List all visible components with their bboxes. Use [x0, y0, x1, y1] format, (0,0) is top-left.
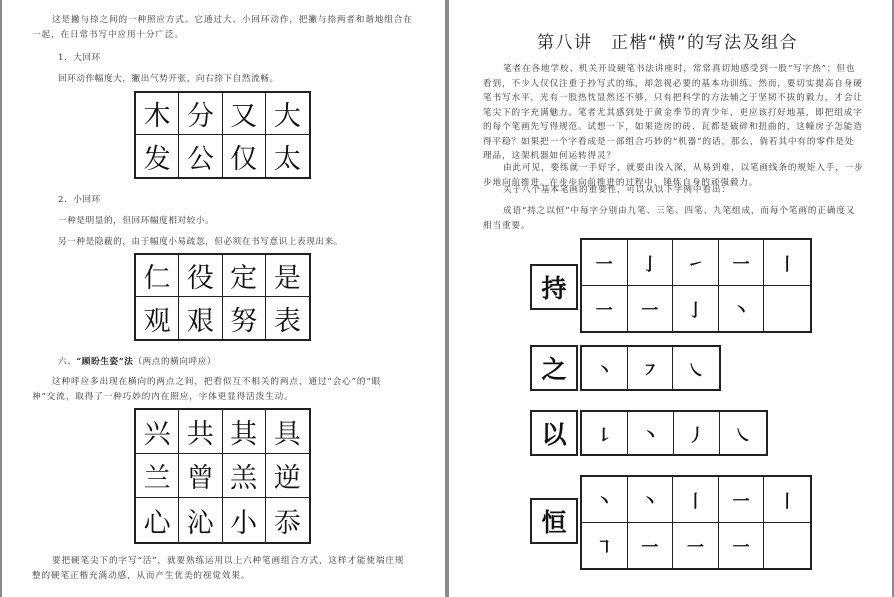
stroke-cell: ㇏ [687, 360, 705, 381]
char-cell: 羔 [223, 454, 266, 498]
paragraph-line: 笔书写水平，光有一股热忱显然还不够，只有把科学的方法辅之于坚韧不拔的毅力，才会让 [483, 93, 863, 103]
stroke-cell: 丨 [764, 240, 810, 286]
closing-line-2: 整的硬笔正楷充满动感，从而产生优美的视觉效果。 [32, 570, 251, 581]
stroke-cell: 一 [719, 240, 765, 286]
char-cell: 兰 [136, 454, 179, 498]
section-6-heading [58, 355, 216, 367]
stroke-cell: 一 [673, 523, 719, 569]
char-cell: 其 [223, 410, 266, 454]
section-2-heading: 2．小回环 [58, 195, 101, 205]
char-cell: 是 [266, 255, 309, 297]
char-heng-stroke-grid [580, 475, 812, 570]
paragraph-line: 由此可见，要练就一手好字，就要由浅入深，从易到难，以笔画线条的规矩入手，一步 [503, 163, 864, 173]
left-page [2, 0, 445, 597]
char-zhi-box: 之 [530, 345, 578, 391]
closing-line-1: 要把硬笔尖下的字写“活”，就要熟练运用以上六种笔画组合方式，这样才能使端庄规 [52, 556, 405, 566]
paragraph-line: 成语“持之以恒”中每字分别由九笔、三笔、四笔、九笔组成，而每个笔画的正确度又 [503, 206, 856, 216]
stroke-cell: 一 [582, 240, 628, 286]
section-6-suffix: （两点的横向呼应） [133, 357, 217, 367]
char-cell: 努 [223, 297, 266, 339]
section-6-line-1: 这种呼应多出现在横向的两点之间，把看似互不相关的两点，通过“会心”的“眼 [52, 377, 382, 387]
char-cell: 小 [223, 498, 266, 542]
char-cell: 表 [273, 305, 301, 337]
stroke-cell: 一 [719, 523, 765, 569]
stroke-cell [764, 286, 810, 332]
char-cell: 木 [136, 93, 179, 135]
char-yi-box: 以 [530, 410, 578, 456]
stroke-cell: 一 [719, 477, 765, 523]
paragraph-line: 看到，不少人仅仅注重于抄写式的练，却忽视必要的基本功训练。然而，要切实提高自身硬 [483, 78, 863, 89]
char-cell: 沁 [179, 498, 222, 542]
stroke-cell: 丶 [628, 477, 674, 523]
char-cell: 艰 [179, 297, 222, 339]
section-6-bold-title: “顾盼生姿”法 [76, 357, 134, 367]
large-loop-char-grid [134, 91, 311, 179]
section-6-prefix: 六、 [58, 357, 77, 367]
char-cell: 发 [136, 135, 179, 177]
char-cell: 分 [179, 93, 222, 135]
char-cell: 曾 [179, 454, 222, 498]
char-cell: 大 [266, 93, 309, 135]
char-cell: 仅 [223, 135, 266, 177]
intro-paragraph [32, 13, 432, 42]
section-2-desc-2: 另一种是隐蔽的，由于幅度小易疏忽，但必须在书写意识上表现出来。 [58, 237, 344, 247]
paragraph-line: 笔尖下的字充满魅力。笔者尤其感到处于黄金季节的青少年，更应该打好地基，即把组成字 [483, 107, 863, 118]
right-page [449, 0, 892, 597]
paragraph-line: 相当重要。 [483, 220, 531, 231]
char-yi-stroke-grid [580, 410, 768, 456]
char-cell: 定 [223, 255, 266, 297]
char-cell: 仁 [136, 255, 179, 297]
stroke-cell: ㇙ [582, 412, 628, 454]
paragraph-line: 得平稳？如果把一个字看成是一部组合巧妙的“机器”的话，那么，倘若其中有的零件是处 [483, 136, 855, 147]
section-1-heading: 1．大回环 [58, 53, 101, 63]
stroke-cell [764, 523, 810, 569]
char-cell: 共 [179, 410, 222, 454]
stroke-cell: 一 [628, 523, 674, 569]
char-cell: 忝 [273, 507, 301, 539]
stroke-cell: ㇕ [582, 523, 628, 569]
intro-line-2: 一起，在日常书写中应用十分广泛。 [32, 29, 184, 40]
paragraph-line: 的每个笔画先写得规范。试想一下，如果造房的砖、瓦都是破碎和扭曲的，这幢房子怎能造 [483, 122, 863, 132]
intro-paragraph-right [483, 62, 883, 164]
stroke-cell: 一 [582, 286, 628, 332]
char-cell: 又 [223, 93, 266, 135]
stroke-cell: 丶 [719, 286, 765, 332]
char-cell: 太 [273, 143, 301, 175]
char-cell: 公 [179, 135, 222, 177]
char-zhi-stroke-grid [580, 345, 721, 391]
stroke-cell: 亅 [628, 240, 674, 286]
char-cell: 役 [179, 255, 222, 297]
char-cell: 兴 [136, 410, 179, 454]
char-cell: 观 [136, 297, 179, 339]
char-cell: 具 [266, 410, 309, 454]
small-loop-char-grid [134, 253, 311, 341]
intro-line-1: 这是撇与捺之间的一种照应方式。它通过大、小回环动作，把撇与捺两者和谐地组合在 [52, 15, 413, 25]
two-dot-char-grid [134, 408, 311, 544]
stroke-cell: 丨 [673, 477, 719, 523]
char-chi-stroke-grid [580, 238, 812, 333]
paragraph-line: 步地向前推进。在步步向前推进的过程中，锤炼自身的顽强毅力。 [483, 177, 759, 188]
stroke-importance-paragraph [483, 183, 883, 198]
idiom-paragraph [483, 204, 883, 233]
stroke-importance-text: 关于八个基本笔画的重要性，可以从以下字例中看出： [503, 185, 731, 195]
char-chi-box: 持 [530, 264, 578, 310]
stroke-cell: 丿 [674, 412, 720, 454]
stroke-cell: 丨 [764, 477, 810, 523]
section-6-line-2: 神”交流，取得了一种巧妙的内在照应，字体更显得活泼生动。 [32, 391, 294, 402]
char-cell: 心 [136, 498, 179, 542]
char-heng-box: 恒 [530, 498, 578, 544]
section-1-desc: 回环动作幅度大，撇出气势开张，向右捺下自然流畅。 [58, 74, 279, 84]
stroke-cell: 亅 [673, 286, 719, 332]
section-6-paragraph [32, 375, 432, 404]
stroke-cell: 丶 [582, 477, 628, 523]
stroke-cell: 一 [628, 286, 674, 332]
paragraph-line: 笔者在各地学校、机关开设硬笔书法讲座时，常常真切地感受到一股“写字热”；但也 [503, 64, 856, 74]
char-cell: 逆 [266, 454, 309, 498]
paragraph-line: 理品，这架机器如何运转得灵？ [483, 151, 616, 161]
chapter-title: 第八讲 正楷“横”的写法及组合 [537, 33, 799, 53]
stroke-cell: 丶 [582, 347, 628, 389]
closing-paragraph [32, 554, 442, 583]
stroke-cell: ㇀ [673, 240, 719, 286]
stroke-cell: ㇇ [628, 347, 674, 389]
section-2-desc-1: 一种是明显的，但回环幅度相对较小。 [58, 216, 215, 226]
stroke-cell: 丶 [628, 412, 674, 454]
stroke-cell: ㇏ [734, 425, 752, 446]
